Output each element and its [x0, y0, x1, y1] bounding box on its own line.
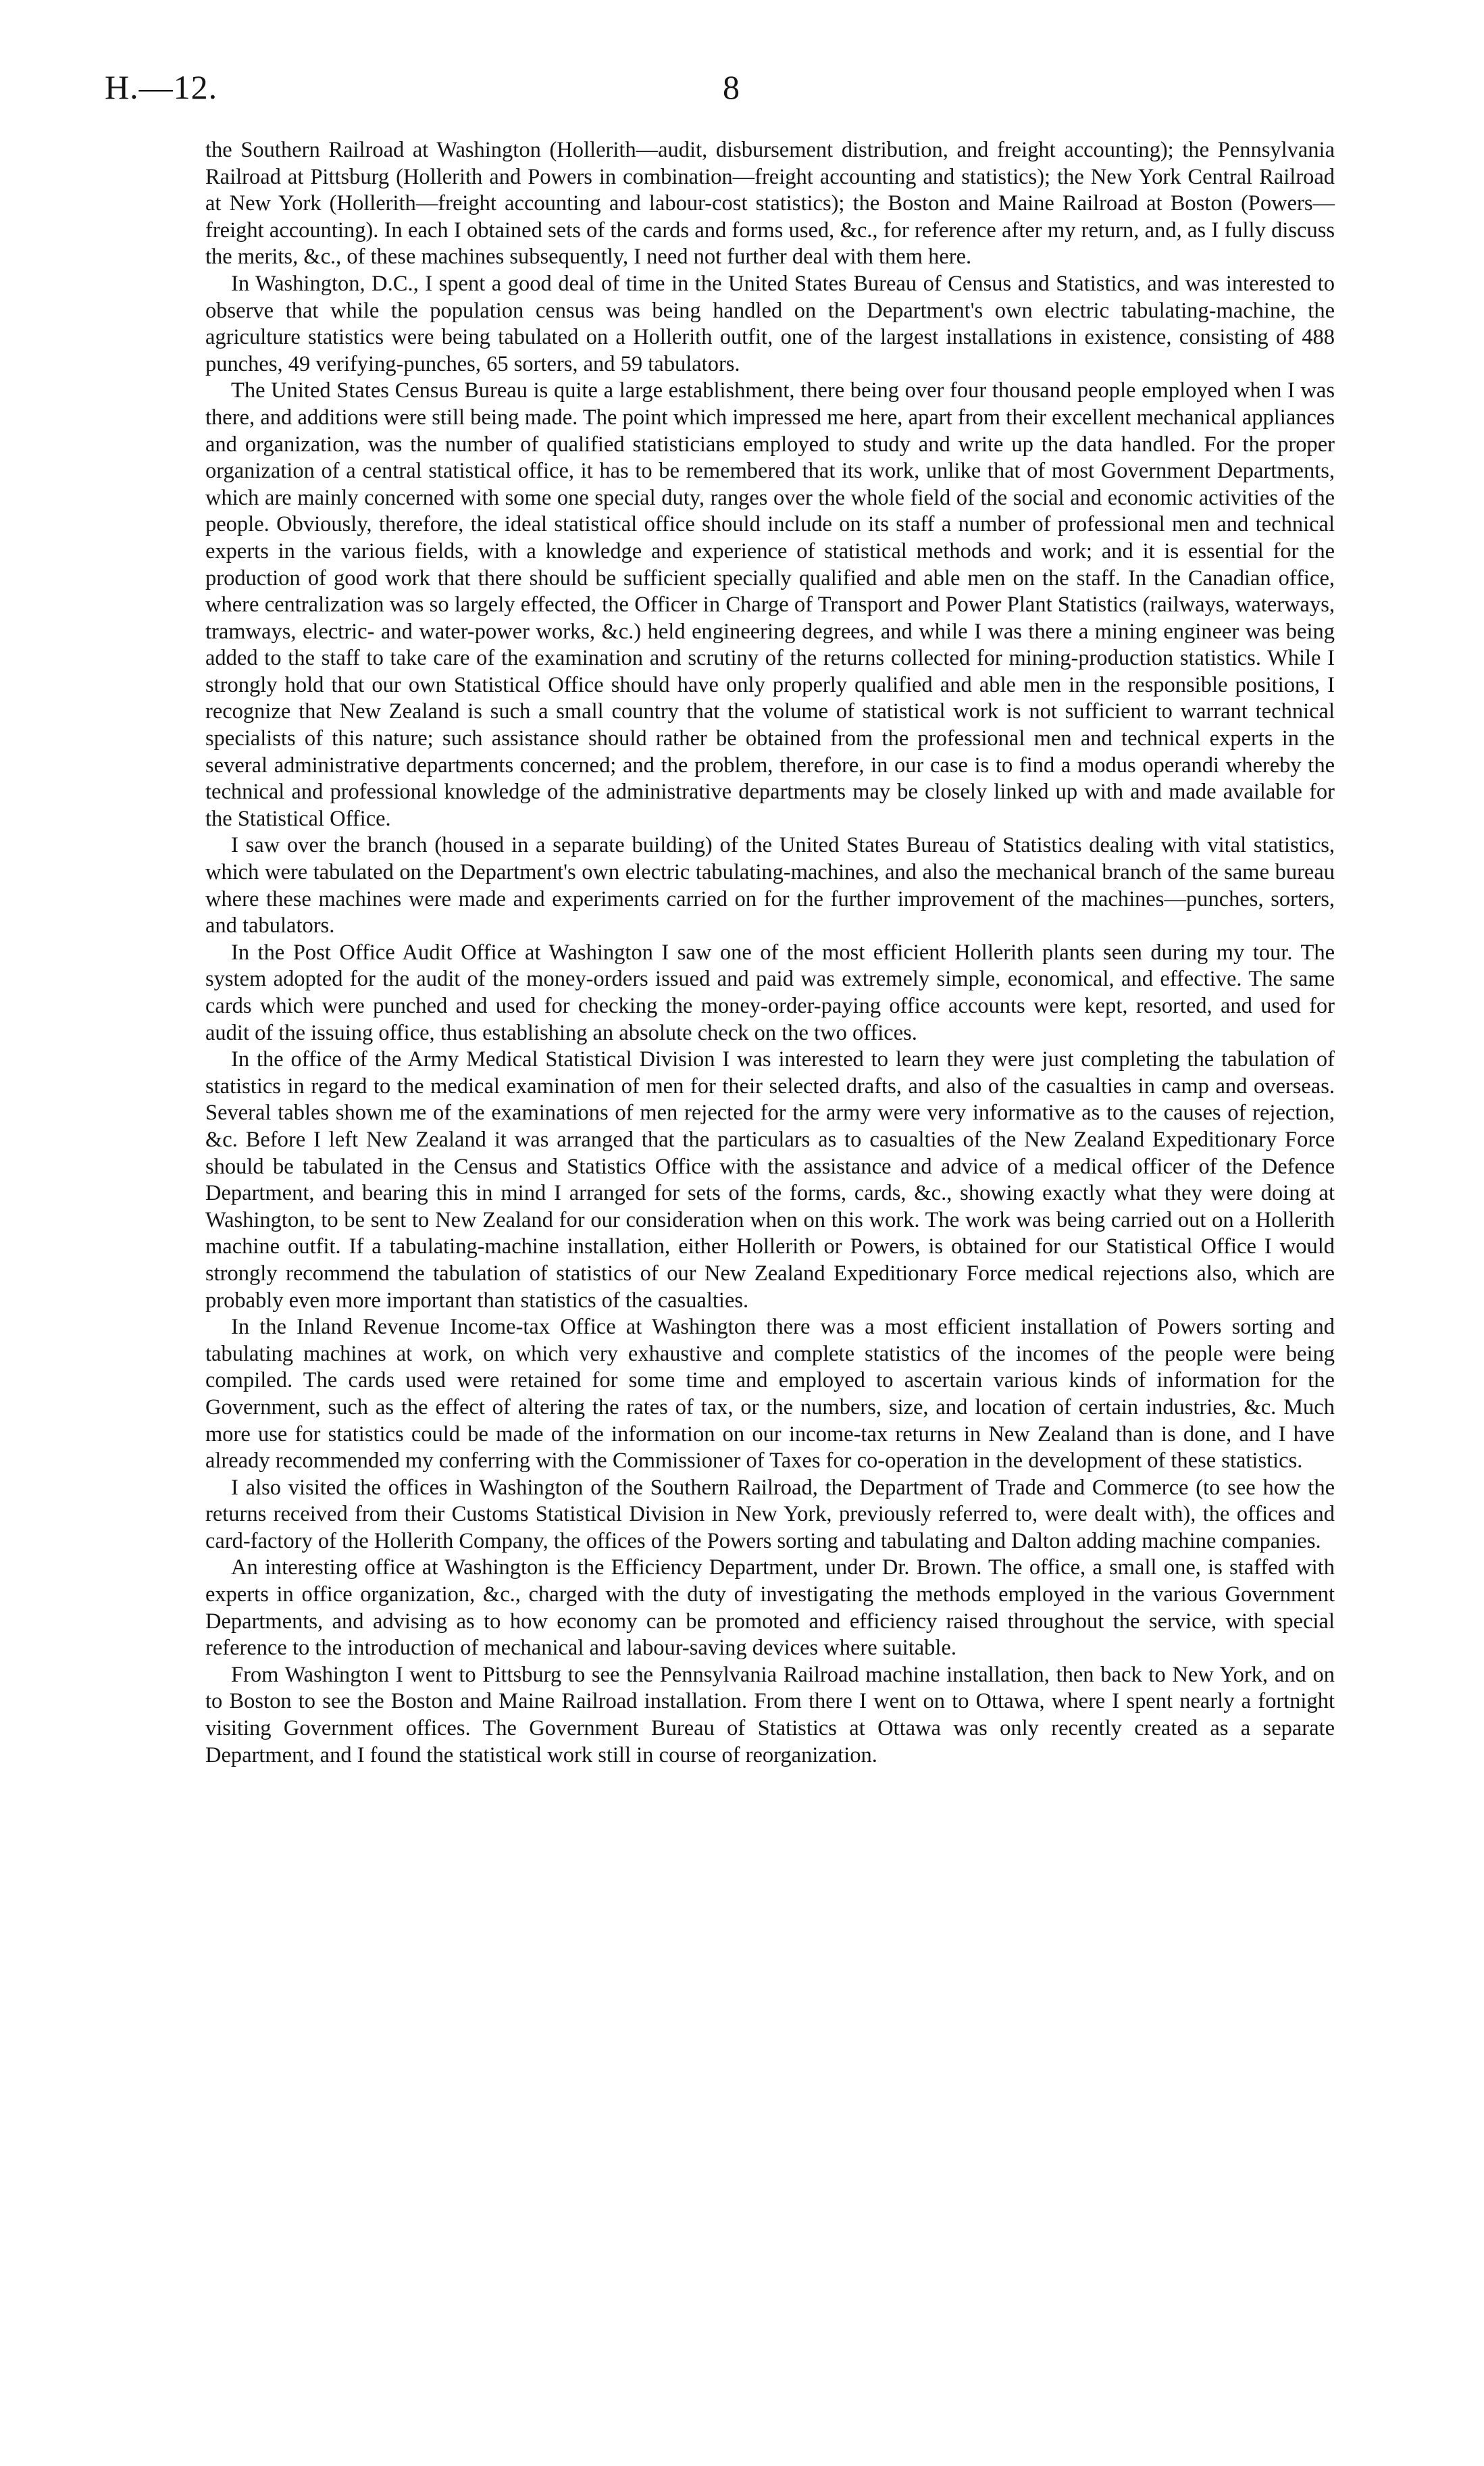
paragraph: the Southern Railroad at Washington (Hollerith—audit, disbursement distribution, and freight accounting); the Pennsylvania Railroad at Pittsburg (Hollerith and Powers in combination—freight accounting and statistics); the New York Central Railroad at New York (Hollerith—freight accounting and labour-cost statistics); the Boston and Maine Railroad at Boston (Powers—freight accounting). In each I obtained sets of the cards and forms used, &c., for reference after my return, and, as I fully discuss the merits, &c., of these machines subsequently, I need not further deal with them here.: [205, 138, 1335, 270]
paragraph: I saw over the branch (housed in a separate building) of the United States Bureau of Statistics dealing with vital statistics, which were tabulated on the Department's own electric tabulating-machines, and also the mechanical branch of the same bureau where these machines were made and experiments carried on for the further improvement of the machines—punches, sorters, and tabulators.: [205, 833, 1335, 938]
paragraph: In Washington, D.C., I spent a good deal of time in the United States Bureau of Census and Statistics, and was interested to observe that while the population census was being handled on the Department's own electric tabulating-machine, the agriculture statistics were being tabulated on a Hollerith outfit, one of the largest installations in existence, consisting of 488 punches, 49 verifying-punches, 65 sorters, and 59 tabulators.: [205, 271, 1335, 376]
paragraph: In the Post Office Audit Office at Washington I saw one of the most efficient Hollerith plants seen during my tour. The system adopted for the audit of the money-orders issued and paid was extremely simple, economical, and effective. The same cards which were punched and used for checking the money-order-paying office accounts were kept, resorted, and used for audit of the issuing office, thus establishing an absolute check on the two offices.: [205, 940, 1335, 1045]
page-number: 8: [723, 68, 740, 106]
paragraph: An interesting office at Washington is the Efficiency Department, under Dr. Brown. The office, a small one, is staffed with experts in office organization, &c., charged with the duty of investigating the methods employed in the various Government Departments, and advising as to how economy can be promoted and efficiency raised throughout the service, with special reference to the introduction of mechanical and labour-saving devices where suitable.: [205, 1555, 1335, 1661]
document-code: H.—12.: [105, 68, 218, 106]
paragraph: In the office of the Army Medical Statistical Division I was interested to learn they were just completing the tabulation of statistics in regard to the medical examination of men for their selected drafts, and also of the casualties in camp and overseas. Several tables shown me of the examinations of men rejected for the army were very informative as to the causes of rejection, &c. Before I left New Zealand it was arranged that the particulars as to casualties of the New Zealand Expeditionary Force should be tabulated in the Census and Statistics Office with the assistance and advice of a medical officer of the Defence Department, and bearing this in mind I arranged for sets of the forms, cards, &c., showing exactly what they were doing at Washington, to be sent to New Zealand for our consideration when on this work. The work was being carried out on a Hollerith machine outfit. If a tabulating-machine installation, either Hollerith or Powers, is obtained for our Statistical Office I would strongly recommend the tabulation of statistics of our New Zealand Expeditionary Force medical rejections also, which are probably even more important than statistics of the casualties.: [205, 1047, 1335, 1313]
body-text: [205, 137, 1335, 1769]
paragraph: I also visited the offices in Washington of the Southern Railroad, the Department of Trade and Commerce (to see how the returns received from their Customs Statistical Division in New York, previously referred to, were dealt with), the offices and card-factory of the Hollerith Company, the offices of the Powers sorting and tabulating and Dalton adding machine companies.: [205, 1475, 1335, 1553]
paragraph: In the Inland Revenue Income-tax Office at Washington there was a most efficient installation of Powers sorting and tabulating machines at work, on which very exhaustive and complete statistics of the incomes of the people were being compiled. The cards used were retained for some time and employed to ascertain various kinds of information for the Government, such as the effect of altering the rates of tax, or the numbers, size, and location of certain industries, &c. Much more use for statistics could be made of the information on our income-tax returns in New Zealand than is done, and I have already recommended my conferring with the Commissioner of Taxes for co-operation in the development of these statistics.: [205, 1315, 1335, 1474]
paragraph: The United States Census Bureau is quite a large establishment, there being over four thousand people employed when I was there, and additions were still being made. The point which impressed me here, apart from their excellent mechanical appliances and organization, was the number of qualified statisticians employed to study and write up the data handled. For the proper organization of a central statistical office, it has to be remembered that its work, unlike that of most Government Departments, which are mainly concerned with some one special duty, ranges over the whole field of the social and economic activities of the people. Obviously, therefore, the ideal statistical office should include on its staff a number of professional men and technical experts in the various fields, with a knowledge and experience of statistical methods and work; and it is essential for the production of good work that there should be sufficient specially qualified and able men on the staff. In the Canadian office, where centralization was so largely effected, the Officer in Charge of Transport and Power Plant Statistics (railways, waterways, tramways, electric- and water-power works, &c.) held engineering degrees, and while I was there a mining engineer was being added to the staff to take care of the examination and scrutiny of the returns collected for mining-production statistics. While I strongly hold that our own Statistical Office should have only properly qualified and able men in the responsible positions, I recognize that New Zealand is such a small country that the volume of statistical work is not sufficient to warrant technical specialists of this nature; such assistance should rather be obtained from the professional men and technical experts in the several administrative departments concerned; and the problem, therefore, in our case is to find a modus operandi whereby the technical and professional knowledge of the administrative departments may be closely linked up with and made available for the Statistical Office.: [205, 378, 1335, 831]
paragraph: From Washington I went to Pittsburg to see the Pennsylvania Railroad machine installation, then back to New York, and on to Boston to see the Boston and Maine Railroad installation. From there I went on to Ottawa, where I spent nearly a fortnight visiting Government offices. The Government Bureau of Statistics at Ottawa was only recently created as a separate Department, and I found the statistical work still in course of reorganization.: [205, 1662, 1335, 1767]
